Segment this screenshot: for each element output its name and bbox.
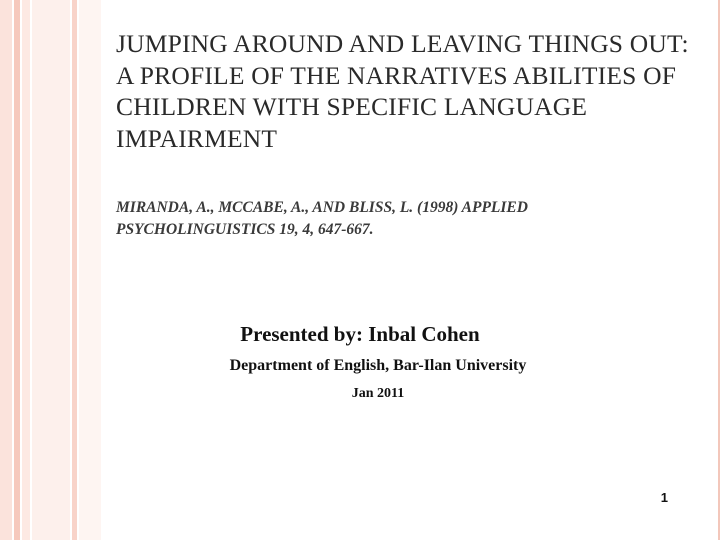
decorative-stripe	[14, 0, 20, 540]
page-number: 1	[660, 490, 668, 505]
decorative-stripe	[22, 0, 30, 540]
date-line: Jan 2011	[351, 386, 405, 401]
decorative-stripe	[0, 0, 12, 540]
slide-title: JUMPING AROUND AND LEAVING THINGS OUT: A PROFILE OF THE NARRATIVES ABILITIES OF CHILDREN WITH SPECIFIC LANGUAGE IMPAIRMENT	[116, 29, 689, 153]
decorative-stripe	[72, 0, 77, 540]
citation: MIRANDA, A., MCCABE, A., AND BLISS, L. (1998) APPLIED PSYCHOLINGUISTICS 19, 4, 647-667.	[116, 199, 528, 238]
department-line: Department of English, Bar-Ilan University	[229, 357, 527, 374]
decorative-stripe	[32, 0, 70, 540]
presenter-line: Presented by: Inbal Cohen	[240, 322, 480, 346]
decorative-stripe	[79, 0, 101, 540]
